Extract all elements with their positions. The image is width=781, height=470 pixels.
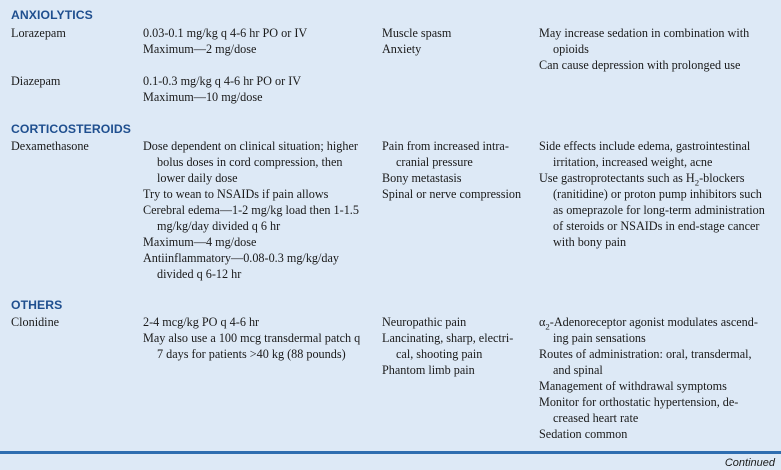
indication-line: cranial pressure bbox=[396, 155, 473, 169]
comment-line: Can cause depression with prolonged use bbox=[539, 58, 741, 72]
continued-label: Continued bbox=[724, 457, 775, 469]
dose-line: lower daily dose bbox=[157, 171, 238, 185]
indication-line: Muscle spasm bbox=[382, 26, 452, 40]
section-heading-others: OTHERS bbox=[11, 298, 63, 312]
lorazepam-comments bbox=[539, 25, 777, 73]
subscript-2: 2 bbox=[694, 177, 700, 188]
dose-line: Maximum—4 mg/dose bbox=[143, 235, 257, 249]
dexamethasone-dose bbox=[143, 138, 375, 282]
drug-name-lorazepam: Lorazepam bbox=[11, 26, 66, 40]
dose-line: Antiinflammatory—0.08-0.3 mg/kg/day bbox=[143, 251, 339, 265]
comment-line: Sedation common bbox=[539, 427, 628, 441]
dose-line: divided q 6-12 hr bbox=[157, 267, 242, 281]
drug-name-clonidine: Clonidine bbox=[11, 315, 60, 329]
comment-line-h2-blockers bbox=[539, 170, 777, 186]
comment-line: Side effects include edema, gastrointestinal bbox=[539, 139, 751, 153]
table-bottom-rule bbox=[0, 451, 781, 454]
comment-line: (ranitidine) or proton pump inhibitors such bbox=[553, 187, 762, 201]
section-heading-corticosteroids: CORTICOSTEROIDS bbox=[11, 122, 131, 136]
indication-line: Lancinating, sharp, electri- bbox=[382, 331, 514, 345]
comment-line-alpha2 bbox=[539, 314, 777, 330]
dose-line: Dose dependent on clinical situation; higher bbox=[143, 139, 358, 153]
indication-line: cal, shooting pain bbox=[396, 347, 483, 361]
indication-line: Neuropathic pain bbox=[382, 315, 467, 329]
dose-line: 0.03-0.1 mg/kg q 4-6 hr PO or IV bbox=[143, 26, 308, 40]
indication-line: Anxiety bbox=[382, 42, 422, 56]
dose-line: Maximum—2 mg/dose bbox=[143, 42, 257, 56]
alpha-symbol: α bbox=[539, 315, 546, 329]
indication-line: Spinal or nerve compression bbox=[382, 187, 522, 201]
dose-line: May also use a 100 mcg transdermal patch q bbox=[143, 331, 361, 345]
clonidine-comments bbox=[539, 314, 777, 442]
dose-line: 2-4 mcg/kg PO q 4-6 hr bbox=[143, 315, 260, 329]
dexamethasone-indications bbox=[382, 138, 532, 202]
lorazepam-dose bbox=[143, 25, 375, 57]
drug-name-diazepam: Diazepam bbox=[11, 74, 61, 88]
comment-line: of steroids or NSAIDs in end-stage cancer bbox=[553, 219, 760, 233]
comment-line: ing pain sensations bbox=[553, 331, 646, 345]
comment-line: Management of withdrawal symptoms bbox=[539, 379, 727, 393]
dose-line: Cerebral edema—1-2 mg/kg load then 1-1.5 bbox=[143, 203, 359, 217]
comment-text: Use gastroprotectants such as H bbox=[539, 171, 695, 185]
indication-line: Pain from increased intra- bbox=[382, 139, 509, 153]
dose-line: mg/kg/day divided q 6 hr bbox=[157, 219, 281, 233]
subscript-2: 2 bbox=[545, 321, 550, 332]
comment-text: -blockers bbox=[699, 171, 745, 185]
clonidine-dose bbox=[143, 314, 375, 362]
dose-line: Maximum—10 mg/dose bbox=[143, 90, 263, 104]
indication-line: Phantom limb pain bbox=[382, 363, 475, 377]
comment-line: Routes of administration: oral, transdermal, bbox=[539, 347, 752, 361]
dose-line: 0.1-0.3 mg/kg q 4-6 hr PO or IV bbox=[143, 74, 302, 88]
comment-line: as omeprazole for long-term administration bbox=[553, 203, 765, 217]
comment-line: and spinal bbox=[553, 363, 603, 377]
comment-line: creased heart rate bbox=[553, 411, 639, 425]
comment-line: Monitor for orthostatic hypertension, de- bbox=[539, 395, 739, 409]
dexamethasone-comments bbox=[539, 138, 777, 250]
dose-line: Try to wean to NSAIDs if pain allows bbox=[143, 187, 329, 201]
comment-line: May increase sedation in combination with bbox=[539, 26, 750, 40]
comment-line: with bony pain bbox=[553, 235, 627, 249]
dose-line: bolus doses in cord compression, then bbox=[157, 155, 343, 169]
diazepam-dose bbox=[143, 73, 375, 105]
dose-line: 7 days for patients >40 kg (88 pounds) bbox=[157, 347, 346, 361]
comment-text: -Adenoreceptor agonist modulates ascend- bbox=[549, 315, 758, 329]
comment-line: irritation, increased weight, acne bbox=[553, 155, 713, 169]
comment-line: opioids bbox=[553, 42, 589, 56]
lorazepam-indications bbox=[382, 25, 532, 57]
clonidine-indications bbox=[382, 314, 532, 378]
indication-line: Bony metastasis bbox=[382, 171, 462, 185]
section-heading-anxiolytics: ANXIOLYTICS bbox=[11, 8, 93, 22]
drug-name-dexamethasone: Dexamethasone bbox=[11, 139, 89, 153]
